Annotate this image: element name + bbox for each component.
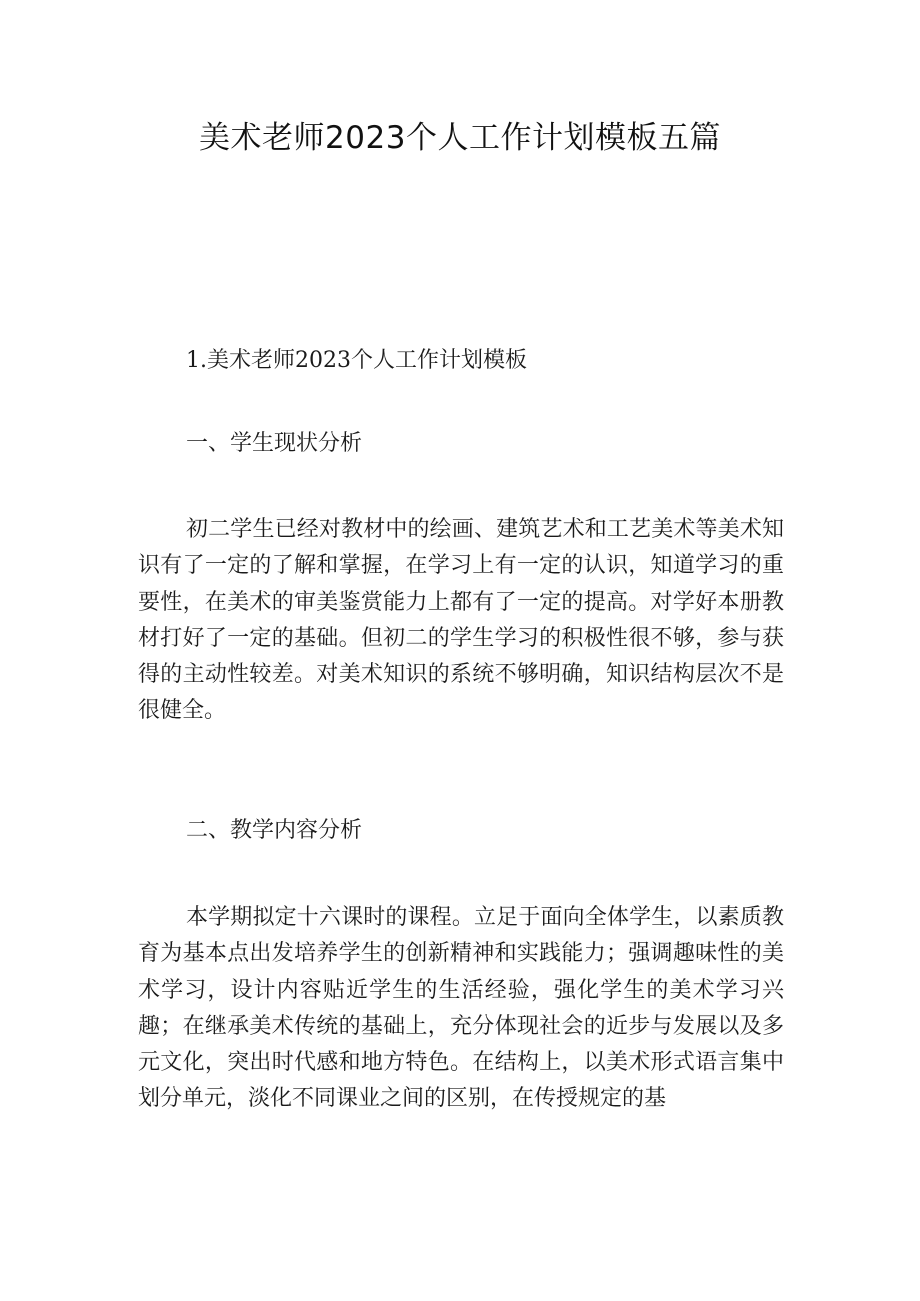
paragraph-content-analysis: 本学期拟定十六课时的课程。立足于面向全体学生，以素质教育为基本点出发培养学生的创新精神和实践能力；强调趣味性的美术学习，设计内容贴近学生的生活经验，强化学生的美术学习兴趣；在继承美术传统的基础上，充分体现社会的近步与发展以及多元文化，突出时代感和地方特色。在结构上，以美术形式语言集中划分单元，淡化不同课业之间的区别，在传授规定的基 [138,905,784,1112]
paragraph-student-analysis: 初二学生已经对教材中的绘画、建筑艺术和工艺美术等美术知识有了一定的了解和掌握，在学习上有一定的认识，知道学习的重要性，在美术的审美鉴赏能力上都有了一定的提高。对学好本册教材打好了一定的基础。但初二的学生学习的积极性很不够，参与获得的主动性较差。对美术知识的系统不够明确，知识结构层次不是很健全。 [138,517,784,724]
section-title: 1.美术老师2023个人工作计划模板 [186,348,527,373]
section-heading-content-analysis: 二、教学内容分析 [186,818,363,843]
document-title: 美术老师2023个人工作计划模板五篇 [199,120,721,156]
section-heading-student-analysis: 一、学生现状分析 [186,431,363,456]
